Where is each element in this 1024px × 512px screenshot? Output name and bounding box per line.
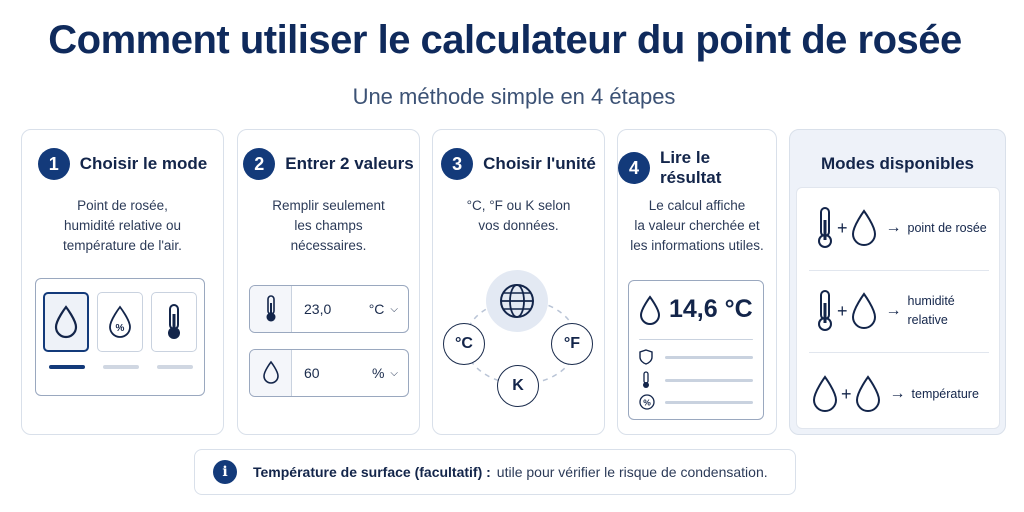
droplet-icon [52,304,80,340]
arrow-right-icon: → [885,219,902,236]
step-title: Choisir l'unité [483,154,596,173]
field-icon [250,286,292,332]
info-icon: i [213,460,237,484]
arrow-right-icon: → [889,385,906,402]
note-title: Température de surface (facultatif) : [253,464,491,480]
droplet-icon [811,374,839,414]
page-subtitle: Une méthode simple en 4 étapes [352,84,676,109]
mode-humidity-button[interactable] [97,292,143,352]
mode-item-temperature [797,354,1001,434]
mode-item-humidity [797,271,1001,351]
unit-fahrenheit-option[interactable]: °F [551,323,593,365]
unit-celsius-option[interactable]: °C [443,323,485,365]
plus-icon: + [841,383,852,404]
mode-label: humidité relative [907,294,955,327]
chevron-down-icon[interactable]: ⌵ [390,367,398,379]
step-number: 3 [441,148,473,180]
step-card-1 [21,129,224,435]
result-detail-line [665,356,753,359]
step-number: 4 [618,152,650,184]
result-detail-line [665,401,753,404]
thermometer-icon [640,371,652,389]
modes-list [796,187,1000,429]
unit-kelvin-option[interactable]: K [497,365,539,407]
modes-title: Modes disponibles [820,154,975,173]
step-description: Remplir seulement les champs nécessaires. [272,198,385,253]
divider [639,339,753,340]
result-panel [628,280,764,420]
result-value: 14,6 °C [669,295,753,323]
page-title: Comment utiliser le calculateur du point de rosée [48,18,962,62]
step-header [22,148,223,180]
temperature-value: 23,0 [304,301,332,317]
mode-label: point de rosée [907,220,987,235]
step-title: Lire le résultat [659,148,722,187]
step-card-3 [432,129,605,435]
globe-badge [486,270,548,332]
step-title: Choisir le mode [79,154,208,173]
svg-text:%: % [643,397,651,408]
humidity-unit-select[interactable]: % [371,365,385,381]
step-number: 2 [243,148,275,180]
humidity-icon [106,304,134,340]
temperature-unit-select[interactable]: °C [368,301,385,317]
result-detail-line [665,379,753,382]
droplet-icon [850,208,878,248]
note-text: utile pour vérifier le risque de condensation. [496,464,768,480]
mode-indicator-active [49,365,85,369]
field-icon [250,350,292,396]
temperature-input[interactable] [249,285,409,333]
step-header [433,148,604,180]
divider [809,352,989,353]
mode-item-dew-point [797,188,1001,268]
plus-icon: + [837,300,848,321]
step-title: Entrer 2 valeurs [285,154,414,173]
humidity-input[interactable] [249,349,409,397]
step-header [238,148,419,180]
arrow-right-icon: → [885,302,902,319]
droplet-icon [262,360,280,386]
step-card-2 [237,129,420,435]
thermometer-icon [815,206,835,250]
humidity-value: 60 [304,365,320,381]
humidity-icon [639,394,655,410]
svg-text:%: % [115,323,125,334]
droplet-icon [639,295,661,327]
chevron-down-icon[interactable]: ⌵ [390,303,398,315]
step-card-4 [617,129,777,435]
step-number: 1 [38,148,70,180]
mode-indicator [157,365,193,369]
step-description: °C, °F ou K selon vos données. [466,198,571,233]
plus-icon: + [837,217,848,238]
step-header [618,148,776,188]
globe-icon [497,281,537,321]
shield-icon [639,349,653,365]
modes-panel [789,129,1006,435]
mode-temperature-button[interactable] [151,292,197,352]
droplet-icon [854,374,882,414]
step-description: Le calcul affiche la valeur cherchée et les informations utiles. [630,198,764,253]
mode-selector [35,278,205,396]
droplet-icon [850,291,878,331]
thermometer-icon [263,294,279,324]
thermometer-icon [163,302,185,342]
mode-label: température [911,386,979,401]
surface-temperature-note [194,449,796,495]
mode-dew-point-button[interactable] [43,292,89,352]
mode-indicator [103,365,139,369]
thermometer-icon [815,289,835,333]
step-description: Point de rosée, humidité relative ou température de l'air. [63,198,182,253]
